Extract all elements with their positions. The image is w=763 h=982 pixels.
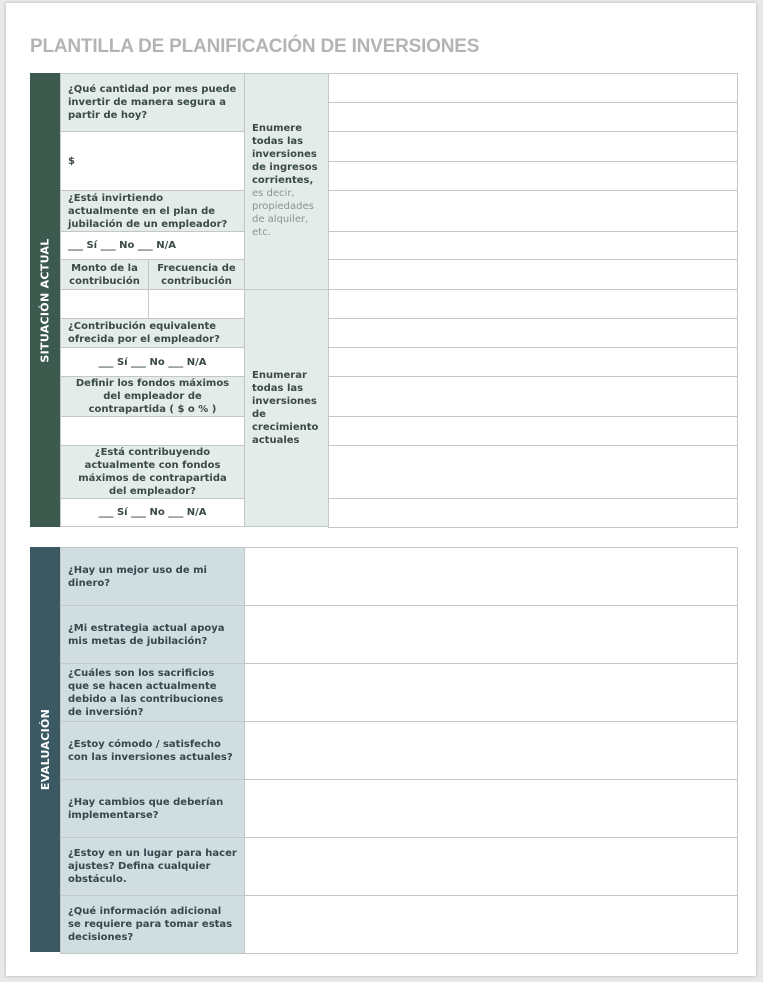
evaluation-question: ¿Estoy cómodo / satisfecho con las inversiones actuales? xyxy=(60,721,245,780)
investment-entry-field[interactable] xyxy=(328,376,738,417)
page-title: PLANTILLA DE PLANIFICACIÓN DE INVERSIONES xyxy=(30,36,480,57)
income-investments-examples: es decir, propiedades de alquiler, etc. xyxy=(252,188,314,238)
section-label-evaluation: EVALUACIÓN xyxy=(30,547,61,952)
investment-entry-field[interactable] xyxy=(328,131,738,162)
evaluation-answer-field[interactable] xyxy=(244,605,738,664)
header-contribution-amount: Monto de la contribución xyxy=(60,259,149,290)
investment-entry-field[interactable] xyxy=(328,318,738,348)
investment-entry-field[interactable] xyxy=(328,498,738,528)
monthly-amount-field[interactable]: $ xyxy=(60,131,245,191)
question-employer-plan: ¿Está invirtiendo actualmente en el plan de jubilación de un empleador? xyxy=(60,190,245,232)
evaluation-answer-field[interactable] xyxy=(244,837,738,896)
employer-match-yes-no[interactable]: ___ Sí ___ No ___ N/A xyxy=(60,347,245,377)
investment-entry-field[interactable] xyxy=(328,347,738,377)
evaluation-answer-field[interactable] xyxy=(244,779,738,838)
label-income-investments xyxy=(244,73,329,290)
investment-entry-field[interactable] xyxy=(328,289,738,319)
investment-entry-field[interactable] xyxy=(328,416,738,446)
evaluation-question: ¿Estoy en un lugar para hacer ajustes? Defina cualquier obstáculo. xyxy=(60,837,245,896)
investment-entry-field[interactable] xyxy=(328,259,738,290)
investment-entry-field[interactable] xyxy=(328,231,738,260)
contribution-frequency-field[interactable] xyxy=(148,289,245,319)
evaluation-question: ¿Hay cambios que deberían implementarse? xyxy=(60,779,245,838)
section-label-current: SITUACIÓN ACTUAL xyxy=(30,73,61,527)
question-max-match-funds: Definir los fondos máximos del empleador de contrapartida ( $ o % ) xyxy=(60,376,245,417)
evaluation-question: ¿Mi estrategia actual apoya mis metas de jubilación? xyxy=(60,605,245,664)
investment-entry-field[interactable] xyxy=(328,73,738,103)
evaluation-answer-field[interactable] xyxy=(244,721,738,780)
contribution-amount-field[interactable] xyxy=(60,289,149,319)
evaluation-question: ¿Cuáles son los sacrificios que se hacen actualmente debido a las contribuciones de inversión? xyxy=(60,663,245,722)
question-contributing-max: ¿Está contribuyendo actualmente con fondos máximos de contrapartida del empleador? xyxy=(60,445,245,499)
investment-entry-field[interactable] xyxy=(328,190,738,232)
evaluation-answer-field[interactable] xyxy=(244,663,738,722)
label-growth-investments: Enumerar todas las inversiones de crecimiento actuales xyxy=(244,289,329,527)
max-match-funds-field[interactable] xyxy=(60,416,245,446)
employer-plan-yes-no[interactable]: ___ Sí ___ No ___ N/A xyxy=(60,231,245,260)
question-employer-match: ¿Contribución equivalente ofrecida por el empleador? xyxy=(60,318,245,348)
investment-entry-field[interactable] xyxy=(328,161,738,191)
income-investments-text: Enumere todas las inversiones de ingresos corrientes, xyxy=(252,123,318,186)
question-monthly-amount: ¿Qué cantidad por mes puede invertir de manera segura a partir de hoy? xyxy=(60,73,245,132)
contributing-max-yes-no[interactable]: ___ Sí ___ No ___ N/A xyxy=(60,498,245,527)
evaluation-answer-field[interactable] xyxy=(244,895,738,954)
evaluation-question: ¿Qué información adicional se requiere para tomar estas decisiones? xyxy=(60,895,245,954)
header-contribution-frequency: Frecuencia de contribución xyxy=(148,259,245,290)
evaluation-question: ¿Hay un mejor uso de mi dinero? xyxy=(60,547,245,606)
evaluation-answer-field[interactable] xyxy=(244,547,738,606)
investment-entry-field[interactable] xyxy=(328,102,738,132)
investment-entry-field[interactable] xyxy=(328,445,738,499)
